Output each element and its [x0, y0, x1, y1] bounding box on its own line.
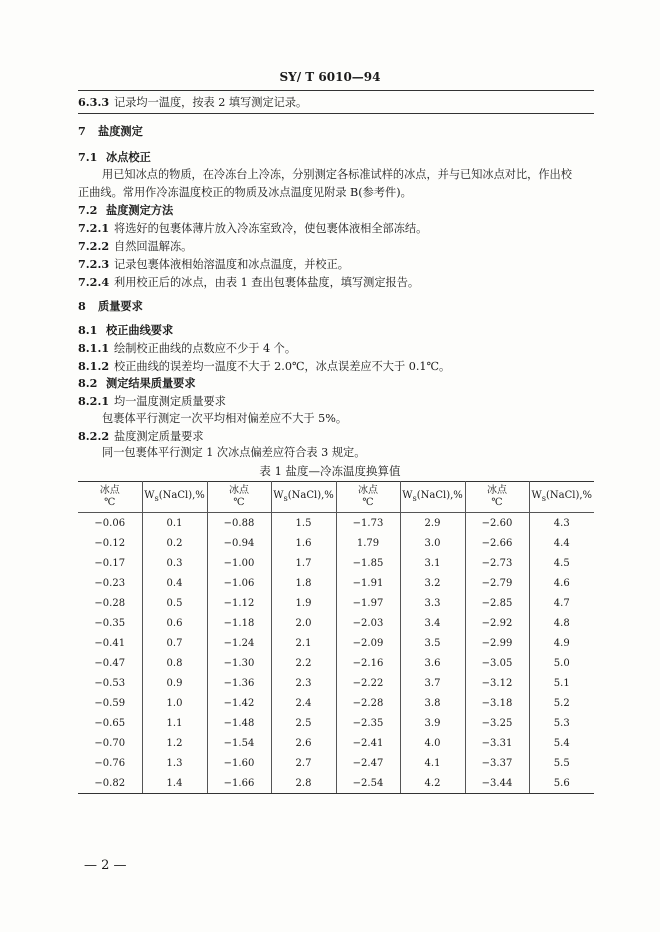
ice-point-cell: −0.35 [78, 613, 142, 633]
salinity-cell: 5.1 [529, 673, 594, 693]
ice-point-cell: −0.47 [78, 653, 142, 673]
ice-point-cell: −3.05 [465, 653, 529, 673]
ice-point-cell: −3.12 [465, 673, 529, 693]
ice-point-cell: −0.70 [78, 733, 142, 753]
table-row [78, 593, 594, 613]
ice-point-cell: −2.22 [336, 673, 400, 693]
ice-point-cell: −2.54 [336, 773, 400, 794]
ice-point-cell: −0.76 [78, 753, 142, 773]
table-row [78, 653, 594, 673]
clause-8-2-1: 8.2.1 均一温度测定质量要求 [78, 394, 226, 408]
ice-point-cell: −0.23 [78, 573, 142, 593]
salinity-cell: 2.8 [271, 773, 336, 794]
salinity-cell: 4.9 [529, 633, 594, 653]
salinity-cell: 0.2 [142, 533, 207, 553]
salinity-cell: 5.0 [529, 653, 594, 673]
para-8-2-1: 包裹体平行测定一次平均相对偏差应不大于 5%。 [102, 412, 348, 425]
salinity-cell: 1.9 [271, 593, 336, 613]
ice-point-cell: −2.41 [336, 733, 400, 753]
table-row [78, 693, 594, 713]
salinity-cell: 2.7 [271, 753, 336, 773]
salinity-cell: 1.3 [142, 753, 207, 773]
salinity-cell: 0.5 [142, 593, 207, 613]
salinity-cell: 5.5 [529, 753, 594, 773]
salinity-cell: 4.1 [400, 753, 465, 773]
section-8-1-heading: 8.1 校正曲线要求 [78, 323, 174, 337]
ice-point-cell: −1.00 [207, 553, 271, 573]
salinity-cell: 3.7 [400, 673, 465, 693]
ice-point-cell: −2.99 [465, 633, 529, 653]
salinity-cell: 5.3 [529, 713, 594, 733]
clause-8-2-2: 8.2.2 盐度测定质量要求 [78, 429, 204, 443]
clause-7-2-2: 7.2.2 自然回温解冻。 [78, 239, 193, 253]
ice-point-cell: −2.16 [336, 653, 400, 673]
section-7-heading: 7 盐度测定 [78, 124, 143, 138]
ice-point-cell: −1.66 [207, 773, 271, 794]
ice-point-cell: −2.28 [336, 693, 400, 713]
ice-point-cell: −2.35 [336, 713, 400, 733]
salinity-cell: 1.8 [271, 573, 336, 593]
salinity-cell: 0.1 [142, 513, 207, 534]
clause-8-1-1: 8.1.1 绘制校正曲线的点数应不少于 4 个。 [78, 341, 297, 355]
table-row [78, 633, 594, 653]
salinity-cell: 2.2 [271, 653, 336, 673]
clause-7-2-3: 7.2.3 记录包裹体液相始溶温度和冰点温度，并校正。 [78, 257, 349, 271]
salinity-cell: 4.5 [529, 553, 594, 573]
salinity-cell: 2.0 [271, 613, 336, 633]
ice-point-cell: −2.09 [336, 633, 400, 653]
clause-8-1-2: 8.1.2 校正曲线的误差均一温度不大于 2.0℃，冰点误差应不大于 0.1℃。 [78, 359, 451, 373]
header-ice-point: 冰点 ℃ [207, 482, 271, 513]
ice-point-cell: −1.91 [336, 573, 400, 593]
salinity-cell: 3.2 [400, 573, 465, 593]
ice-point-cell: −2.60 [465, 513, 529, 534]
salinity-table [78, 481, 594, 794]
ice-point-cell: −1.06 [207, 573, 271, 593]
ice-point-cell: −1.73 [336, 513, 400, 534]
header-salinity: $W_s(NaCl),\%$ [400, 482, 465, 513]
ice-point-cell: −0.65 [78, 713, 142, 733]
section-8-2-heading: 8.2 测定结果质量要求 [78, 376, 196, 390]
page-header: SY/ T 6010—94 [279, 70, 381, 84]
salinity-cell: 5.4 [529, 733, 594, 753]
table-row [78, 573, 594, 593]
header-ice-point: 冰点 ℃ [336, 482, 400, 513]
clause-7-2-1: 7.2.1 将选好的包裹体薄片放入冷冻室致冷，使包裹体液相全部冻结。 [78, 221, 428, 235]
ice-point-cell: −0.17 [78, 553, 142, 573]
table-row [78, 553, 594, 573]
section-7-2-heading: 7.2 盐度测定方法 [78, 203, 174, 217]
header-salinity: $W_s(NaCl),\%$ [271, 482, 336, 513]
salinity-cell: 1.4 [142, 773, 207, 794]
salinity-cell: 4.3 [529, 513, 594, 534]
salinity-cell: 3.6 [400, 653, 465, 673]
header-ice-point: 冰点 ℃ [78, 482, 142, 513]
salinity-cell: 4.6 [529, 573, 594, 593]
ice-point-cell: −1.42 [207, 693, 271, 713]
salinity-cell: 0.9 [142, 673, 207, 693]
salinity-cell: 4.2 [400, 773, 465, 794]
para-8-2-2: 同一包裹体平行测定 1 次冰点偏差应符合表 3 规定。 [102, 446, 366, 459]
ice-point-cell: −0.94 [207, 533, 271, 553]
ice-point-cell: −0.12 [78, 533, 142, 553]
salinity-cell: 1.1 [142, 713, 207, 733]
salinity-cell: 5.6 [529, 773, 594, 794]
header-ice-point: 冰点 ℃ [465, 482, 529, 513]
header-rule [78, 90, 594, 91]
table-row [78, 753, 594, 773]
salinity-cell: 0.3 [142, 553, 207, 573]
salinity-cell: 4.8 [529, 613, 594, 633]
ice-point-cell: −1.30 [207, 653, 271, 673]
salinity-cell: 2.1 [271, 633, 336, 653]
ice-point-cell: −2.66 [465, 533, 529, 553]
salinity-cell: 2.3 [271, 673, 336, 693]
salinity-cell: 2.5 [271, 713, 336, 733]
salinity-cell: 0.7 [142, 633, 207, 653]
clause-6-3-3: 6.3.3 记录均一温度，按表 2 填写测定记录。 [78, 95, 308, 109]
clause-7-2-4: 7.2.4 利用校正后的冰点，由表 1 查出包裹体盐度，填写测定报告。 [78, 275, 420, 289]
ice-point-cell: −3.44 [465, 773, 529, 794]
section-7-1-heading: 7.1 冰点校正 [78, 150, 151, 164]
salinity-cell: 3.3 [400, 593, 465, 613]
table-row [78, 713, 594, 733]
ice-point-cell: −0.41 [78, 633, 142, 653]
para-7-1-line1: 用已知冰点的物质，在冷冻台上冷冻，分别测定各标准试样的冰点，并与已知冰点对比，作出校 [102, 168, 572, 181]
ice-point-cell: −1.97 [336, 593, 400, 613]
salinity-cell: 4.4 [529, 533, 594, 553]
salinity-cell: 3.4 [400, 613, 465, 633]
page-number: — 2 — [84, 858, 127, 873]
ice-point-cell: −2.03 [336, 613, 400, 633]
table-row [78, 673, 594, 693]
salinity-cell: 4.7 [529, 593, 594, 613]
table-row [78, 733, 594, 753]
ice-point-cell: −1.54 [207, 733, 271, 753]
ice-point-cell: −0.88 [207, 513, 271, 534]
table-row [78, 773, 594, 794]
salinity-cell: 1.5 [271, 513, 336, 534]
salinity-cell: 3.0 [400, 533, 465, 553]
table-row [78, 613, 594, 633]
ice-point-cell: −2.73 [465, 553, 529, 573]
table-caption: 表 1 盐度—冷冻温度换算值 [259, 464, 401, 478]
ice-point-cell: −0.53 [78, 673, 142, 693]
salinity-cell: 3.1 [400, 553, 465, 573]
table-row [78, 513, 594, 534]
ice-point-cell: −0.82 [78, 773, 142, 794]
ice-point-cell: −0.59 [78, 693, 142, 713]
salinity-cell: 3.5 [400, 633, 465, 653]
ice-point-cell: −1.24 [207, 633, 271, 653]
salinity-cell: 0.8 [142, 653, 207, 673]
salinity-cell: 1.7 [271, 553, 336, 573]
salinity-cell: 2.4 [271, 693, 336, 713]
ice-point-cell: 1.79 [336, 533, 400, 553]
table-header-row [78, 482, 594, 513]
salinity-cell: 2.6 [271, 733, 336, 753]
ice-point-cell: −3.18 [465, 693, 529, 713]
section-8-heading: 8 质量要求 [78, 299, 143, 313]
ice-point-cell: −2.85 [465, 593, 529, 613]
salinity-cell: 1.0 [142, 693, 207, 713]
ice-point-cell: −1.12 [207, 593, 271, 613]
ice-point-cell: −1.85 [336, 553, 400, 573]
ice-point-cell: −1.48 [207, 713, 271, 733]
section-rule [78, 113, 594, 114]
ice-point-cell: −1.18 [207, 613, 271, 633]
header-salinity: $W_s(NaCl),\%$ [529, 482, 594, 513]
para-7-1-line2: 正曲线。常用作冷冻温度校正的物质及冰点温度见附录 B(参考件)。 [78, 186, 412, 199]
salinity-cell: 3.9 [400, 713, 465, 733]
ice-point-cell: −3.37 [465, 753, 529, 773]
salinity-cell: 4.0 [400, 733, 465, 753]
ice-point-cell: −1.36 [207, 673, 271, 693]
salinity-cell: 0.6 [142, 613, 207, 633]
salinity-cell: 0.4 [142, 573, 207, 593]
ice-point-cell: −0.28 [78, 593, 142, 613]
ice-point-cell: −1.60 [207, 753, 271, 773]
ice-point-cell: −0.06 [78, 513, 142, 534]
salinity-cell: 1.6 [271, 533, 336, 553]
salinity-cell: 2.9 [400, 513, 465, 534]
header-salinity: $W_s(NaCl),\%$ [142, 482, 207, 513]
ice-point-cell: −3.31 [465, 733, 529, 753]
salinity-cell: 1.2 [142, 733, 207, 753]
salinity-cell: 3.8 [400, 693, 465, 713]
table-row [78, 533, 594, 553]
salinity-cell: 5.2 [529, 693, 594, 713]
ice-point-cell: −2.92 [465, 613, 529, 633]
ice-point-cell: −2.79 [465, 573, 529, 593]
ice-point-cell: −2.47 [336, 753, 400, 773]
ice-point-cell: −3.25 [465, 713, 529, 733]
